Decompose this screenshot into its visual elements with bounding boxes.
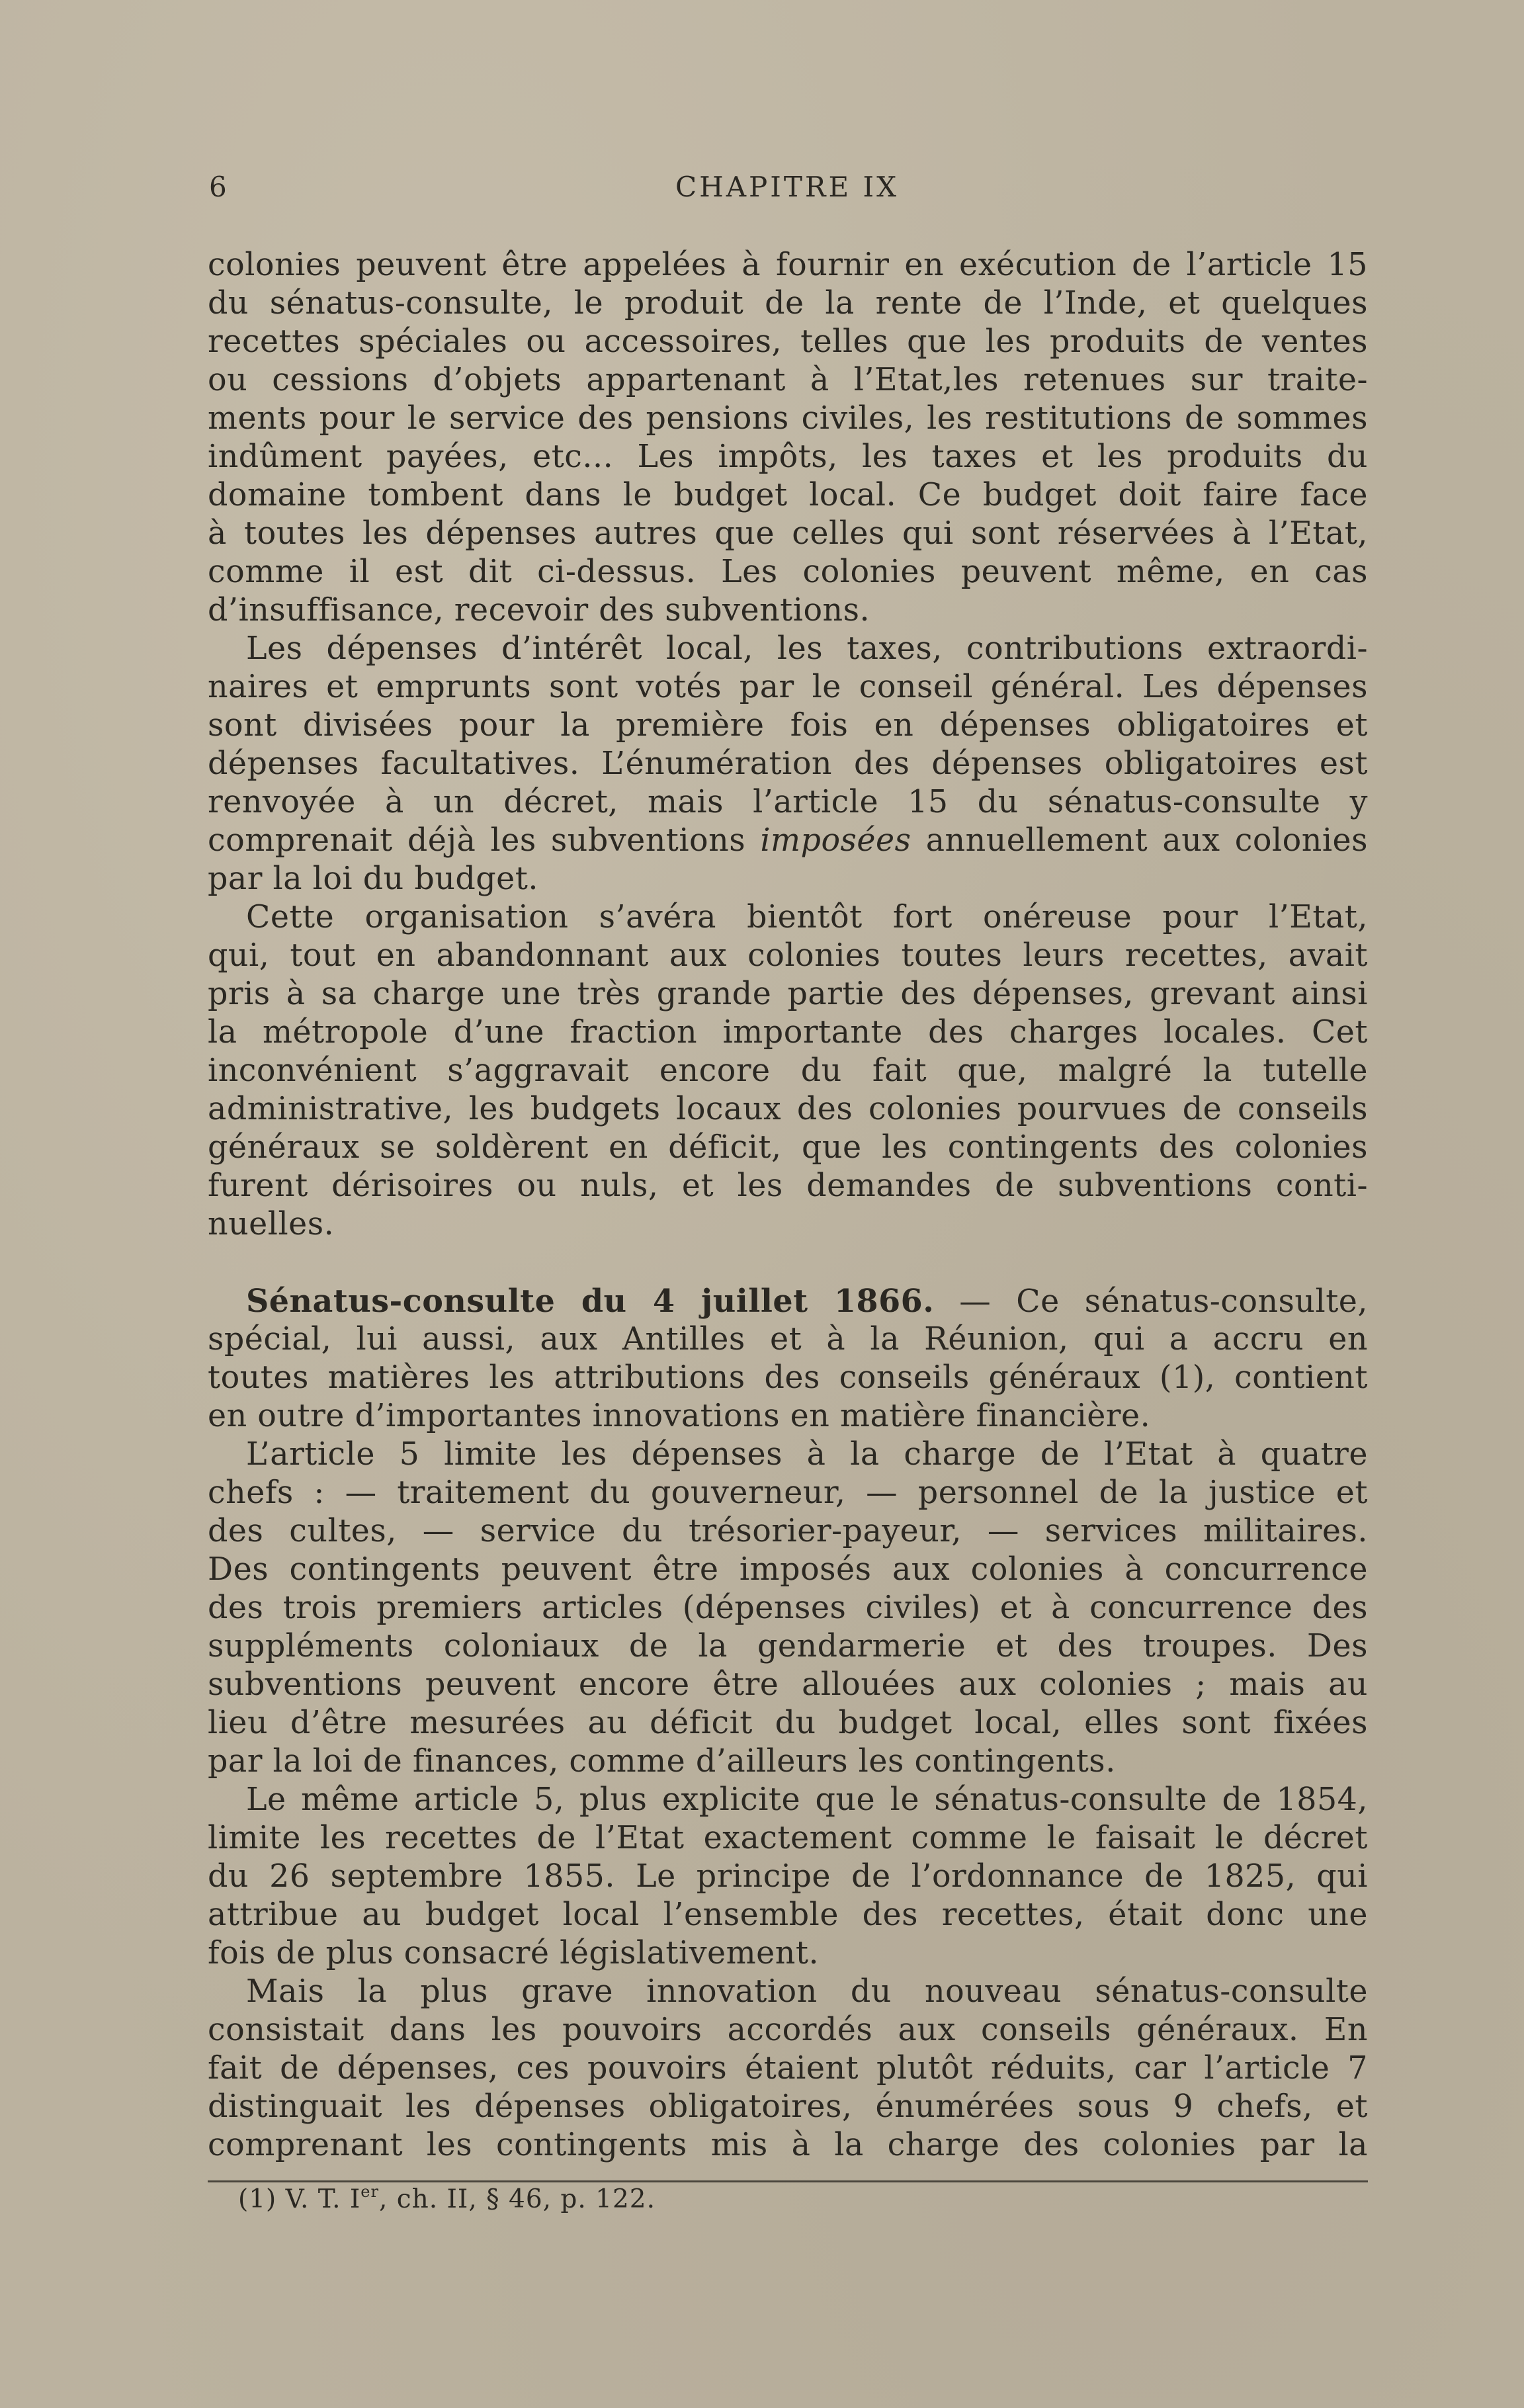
text-line: lieu d’être mesurées au déficit du budget local, elles sont fixées bbox=[208, 1705, 1368, 1741]
text-line: par la loi du budget. bbox=[208, 861, 538, 897]
text-line: nuelles. bbox=[208, 1206, 335, 1242]
text-line: spécial, lui aussi, aux Antilles et à la Réunion, qui a accru en bbox=[208, 1321, 1368, 1357]
text-line: L’article 5 limite les dépenses à la charge de l’Etat à quatre bbox=[246, 1436, 1368, 1473]
text-line: la métropole d’une fraction importante des charges locales. Cet bbox=[208, 1014, 1368, 1051]
text-line: à toutes les dépenses autres que celles qui sont réservées à l’Etat, bbox=[208, 515, 1368, 552]
text-line: distinguait les dépenses obligatoires, énumérées sous 9 chefs, et bbox=[208, 2088, 1368, 2125]
section-heading: Sénatus-consulte du 4 juillet 1866. bbox=[246, 1283, 935, 1320]
text-line: fait de dépenses, ces pouvoirs étaient plutôt réduits, car l’article 7 bbox=[208, 2050, 1368, 2086]
text-segment: annuellement aux colonies bbox=[925, 822, 1369, 859]
text-line: administrative, les budgets locaux des colonies pourvues de conseils bbox=[208, 1091, 1368, 1127]
text-line: Cette organisation s’avéra bientôt fort onéreuse pour l’Etat, bbox=[246, 899, 1368, 935]
text-line: du 26 septembre 1855. Le principe de l’ordonnance de 1825, qui bbox=[208, 1858, 1368, 1895]
text-line: suppléments coloniaux de la gendarmerie et des troupes. Des bbox=[208, 1628, 1368, 1664]
page-header bbox=[209, 171, 1365, 210]
text-line: Mais la plus grave innovation du nouveau sénatus-consulte bbox=[246, 1973, 1368, 2010]
text-line: inconvénient s’aggravait encore du fait que, malgré la tutelle bbox=[208, 1053, 1368, 1089]
text-line: par la loi de finances, comme d’ailleurs les contingents. bbox=[208, 1743, 1116, 1780]
text-line: fois de plus consacré législativement. bbox=[208, 1935, 820, 1971]
body-text bbox=[208, 246, 1368, 2165]
text-line: subventions peuvent encore être allouées aux colonies ; mais au bbox=[208, 1666, 1368, 1703]
text-line: comme il est dit ci-dessus. Les colonies peuvent même, en cas bbox=[208, 554, 1368, 590]
text-line: des cultes, — service du trésorier-payeur, — services militaires. bbox=[208, 1513, 1368, 1549]
footnote-text: , ch. II, § 46, p. 122. bbox=[378, 2184, 656, 2214]
text-line: comprenant les contingents mis à la charge des colonies par la bbox=[208, 2127, 1368, 2163]
text-line: généraux se soldèrent en déficit, que les contingents des colonies bbox=[208, 1129, 1368, 1166]
text-line: ments pour le service des pensions civiles, les restitutions de sommes bbox=[208, 400, 1368, 437]
text-line: pris à sa charge une très grande partie des dépenses, grevant ainsi bbox=[208, 976, 1368, 1012]
text-line: attribue au budget local l’ensemble des recettes, était donc une bbox=[208, 1897, 1368, 1933]
text-line: d’insuffisance, recevoir des subventions. bbox=[208, 592, 870, 628]
text-line: Les dépenses d’intérêt local, les taxes, contributions extraordi- bbox=[246, 630, 1368, 667]
text-line: naires et emprunts sont votés par le conseil général. Les dépenses bbox=[208, 669, 1368, 705]
text-line: consistait dans les pouvoirs accordés aux conseils généraux. En bbox=[208, 2012, 1368, 2048]
text-line: ou cessions d’objets appartenant à l’Etat,les retenues sur traite- bbox=[208, 362, 1368, 398]
text-line: furent dérisoires ou nuls, et les demandes de subventions conti- bbox=[208, 1168, 1368, 1204]
text-line: dépenses facultatives. L’énumération des dépenses obligatoires est bbox=[208, 746, 1368, 782]
text-line: recettes spéciales ou accessoires, telles que les produits de ventes bbox=[208, 323, 1368, 360]
text-segment: comprenait déjà les subventions bbox=[208, 822, 746, 859]
text-line: qui, tout en abandonnant aux colonies toutes leurs recettes, avait bbox=[208, 937, 1368, 974]
text-line: domaine tombent dans le budget local. Ce budget doit faire face bbox=[208, 477, 1368, 513]
footnote-rule bbox=[208, 2180, 1368, 2182]
text-line: Le même article 5, plus explicite que le sénatus-consulte de 1854, bbox=[246, 1782, 1368, 1818]
text-line: sont divisées pour la première fois en dépenses obligatoires et bbox=[208, 707, 1368, 744]
text-line: colonies peuvent être appelées à fournir en exécution de l’article 15 bbox=[208, 247, 1368, 283]
text-line: indûment payées, etc... Les impôts, les taxes et les produits du bbox=[208, 439, 1368, 475]
section-gap bbox=[208, 1244, 1368, 1282]
text-segment: — Ce sénatus-consulte, bbox=[959, 1283, 1368, 1320]
running-head: CHAPITRE IX bbox=[675, 171, 900, 203]
text-line: renvoyée à un décret, mais l’article 15 du sénatus-consulte y bbox=[208, 784, 1368, 820]
text-line: en outre d’importantes innovations en matière financière. bbox=[208, 1398, 1151, 1434]
text-line-mixed bbox=[208, 822, 1368, 860]
footnote-text: (1) V. T. I bbox=[238, 2184, 361, 2214]
section-heading-line bbox=[208, 1282, 1368, 1320]
text-line: du sénatus-consulte, le produit de la rente de l’Inde, et quelques bbox=[208, 285, 1368, 322]
text-line: Des contingents peuvent être imposés aux colonies à concurrence bbox=[208, 1551, 1368, 1588]
text-line: toutes matières les attributions des conseils généraux (1), contient bbox=[208, 1359, 1368, 1396]
text-line: limite les recettes de l’Etat exactement comme le faisait le décret bbox=[208, 1820, 1368, 1856]
text-line: des trois premiers articles (dépenses civiles) et à concurrence des bbox=[208, 1590, 1368, 1626]
footnote bbox=[238, 2183, 656, 2216]
footnote-superscript: er bbox=[360, 2182, 379, 2201]
text-line: chefs : — traitement du gouverneur, — personnel de la justice et bbox=[208, 1475, 1368, 1511]
page-number: 6 bbox=[209, 171, 228, 203]
italic-word: imposées bbox=[760, 822, 911, 859]
